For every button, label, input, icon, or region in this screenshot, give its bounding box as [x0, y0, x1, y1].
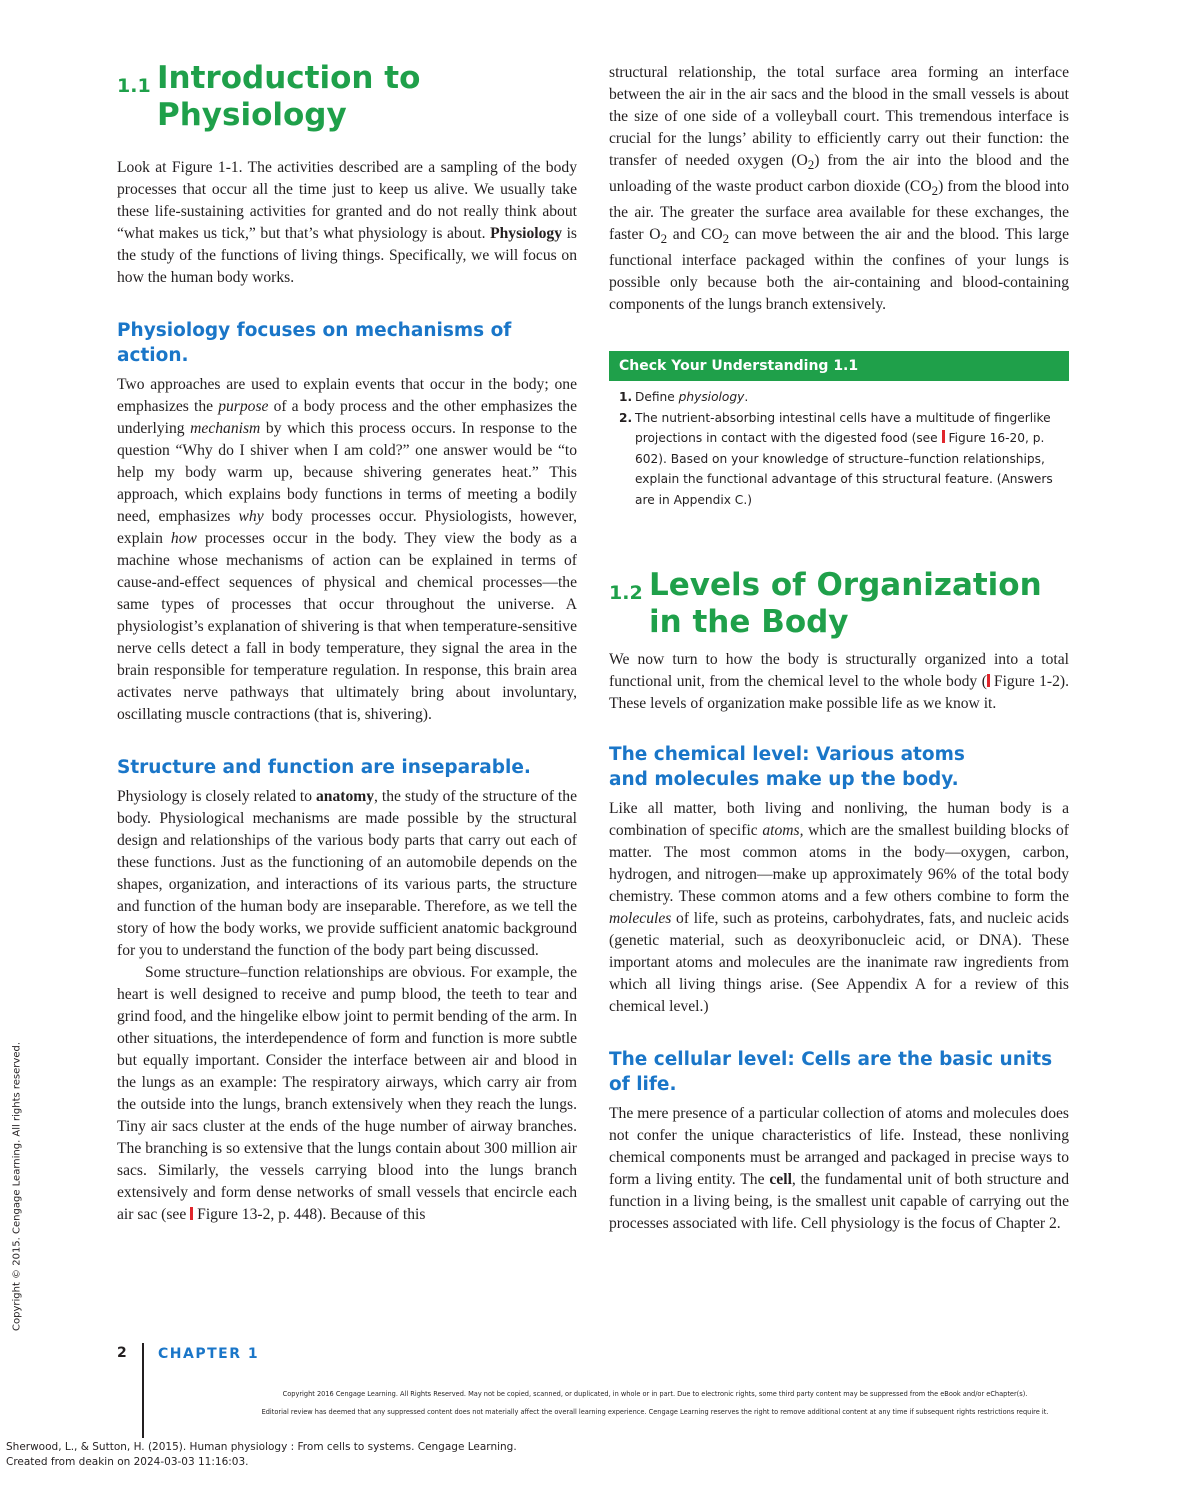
- cellular-level-paragraph: The mere presence of a particular collection of atoms and molecules does not confer the unique characteristics of life. Instead, these nonliving chemical components must be arranged and packaged in precise ways to form a living entity. The cell, the fundamental unit of both structure and function in a living being, is the smallest unit capable of carrying out the processes associated with life. Cell physiology is the focus of Chapter 2.: [609, 1105, 1069, 1233]
- subheading-chemical-level: The chemical level: Various atoms and molecules make up the body.: [609, 744, 965, 791]
- chapter-label: CHAPTER 1: [158, 1346, 260, 1362]
- mechanisms-paragraph: Two approaches are used to explain events that occur in the body; one emphasizes the purpose of a body process and the other emphasizes the underlying mechanism by which this process occurs. In response to the question “Why do I shiver when I am cold?” one answer would be “to help my body warm up, because shivering generates heat.” This approach, which explains body functions in terms of meeting a bodily need, emphasizes why body processes occur. Physiologists, however, explain how processes occur in the body. They view the body as a machine whose mechanisms of action can be explained in terms of cause-and-effect sequences of physical and chemical processes—the same types of processes that occur throughout the universe. A physiologist’s explanation of shivering is that when temperature-sensitive nerve cells detect a fall in body temperature, they signal the area in the brain responsible for temperature regulation. In response, this brain area activates nerve pathways that ultimately bring about involuntary, oscillating muscle contractions (that is, shivering).: [117, 376, 577, 723]
- levels-intro-paragraph: We now turn to how the body is structurally organized into a total functional unit, from the chemical level to the whole body ( Figure 1-2). These levels of organization make possible life as we know it.: [609, 651, 1069, 713]
- citation-line1: Sherwood, L., & Sutton, H. (2015). Human physiology : From cells to systems. Cengage Learning.: [6, 1441, 517, 1453]
- check-your-understanding-box: [609, 351, 1069, 510]
- right-column: [609, 62, 1069, 1235]
- figure-reference-1-2[interactable]: Figure 1-2: [993, 673, 1060, 691]
- section-title-line2: in the Body: [649, 604, 849, 641]
- section-heading-1-2: [609, 567, 1069, 641]
- figure-reference-16-20[interactable]: Figure 16-20, p. 602: [635, 431, 1045, 466]
- check-your-understanding-title: Check Your Understanding 1.1: [609, 351, 1069, 381]
- copyright-notice-line1: Copyright 2016 Cengage Learning. All Rights Reserved. May not be copied, scanned, or duplicated, in whole or in part. Due to electronic rights, some third party content may be suppressed from the eBook and/or eChapter(s).: [282, 1390, 1028, 1398]
- term-cell: cell: [769, 1171, 792, 1189]
- figure-marker-icon: [190, 1207, 193, 1220]
- subheading-mechanisms: Physiology focuses on mechanisms of action.: [117, 320, 512, 366]
- left-column: [117, 60, 577, 1226]
- section-title-line1: Levels of Organization: [649, 567, 1042, 604]
- side-copyright: Copyright © 2015. Cengage Learning. All rights reserved.: [11, 1042, 23, 1331]
- subheading-cellular-level: The cellular level: Cells are the basic units of life.: [609, 1049, 1053, 1096]
- figure-marker-icon: [987, 674, 990, 687]
- structure-paragraph-1: Physiology is closely related to anatomy, the study of the structure of the body. Physiological mechanisms are made possible by the structural design and relationships of the various body parts that carry out each of these functions. Just as the functioning of an automobile depends on the shapes, organization, and interactions of its various parts, the structure and function of the human body are inseparable. Therefore, as we tell the story of how the body works, we provide sufficient anatomic background for you to understand the function of the body part being discussed.: [117, 788, 577, 959]
- citation-line2: Created from deakin on 2024-03-03 11:16:03.: [6, 1456, 249, 1468]
- section-title-line2: Physiology: [157, 97, 347, 133]
- section-number: 1.2: [609, 582, 643, 605]
- subheading-structure: Structure and function are inseparable.: [117, 757, 531, 778]
- section-number: 1.1: [117, 75, 151, 97]
- question-list: [609, 387, 1069, 510]
- chemical-level-paragraph: Like all matter, both living and nonliving, the human body is a combination of specific atoms, which are the smallest building blocks of matter. The most common atoms in the body—oxygen, carbon, hydrogen, and nitrogen—make up approximately 96% of the total body chemistry. These common atoms and a few others combine to form the molecules of life, such as proteins, carbohydrates, fats, and nucleic acids (genetic material, such as deoxyribonucleic acid, or DNA). These important atoms and molecules are the inanimate raw ingredients from which all living things arise. (See Appendix A for a review of this chemical level.): [609, 800, 1069, 1016]
- footer-divider: [142, 1343, 144, 1438]
- intro-paragraph: Look at Figure 1-1. The activities described are a sampling of the body processes that occur all the time just to keep us alive. We usually take these life-sustaining activities for granted and do not really think about “what makes us tick,” but that’s what physiology is about. Physiology is the study of the functions of living things. Specifically, we will focus on how the human body works.: [117, 159, 577, 286]
- figure-reference-13-2[interactable]: Figure 13-2, p. 448: [197, 1206, 318, 1223]
- section-title-line1: Introduction to: [157, 60, 421, 96]
- term-physiology: Physiology: [490, 225, 563, 242]
- term-anatomy: anatomy: [316, 788, 375, 805]
- section-heading-1-1: [117, 60, 577, 134]
- copyright-notice-line2: Editorial review has deemed that any suppressed content does not materially affect the overall learning experience. Cengage Learning reserves the right to remove additional content at any time if subsequent rights restrictions require it.: [261, 1408, 1049, 1416]
- structure-paragraph-2: Some structure–function relationships are obvious. For example, the heart is well designed to receive and pump blood, the teeth to tear and grind food, and the hingelike elbow joint to permit bending of the arm. In other situations, the interdependence of form and function is more subtle but equally important. Consider the interface between air and blood in the lungs as an example: The respiratory airways, which carry air from the outside into the lungs, branch extensively when they reach the lungs. Tiny air sacs cluster at the ends of the huge number of airway branches. The branching is so extensive that the lungs contain about 300 million air sacs. Similarly, the vessels carrying blood into the lungs branch extensively and form dense networks of small vessels that encircle each air sac (see Figure 13-2, p. 448). Because of this: [117, 964, 577, 1223]
- lungs-continuation-paragraph: structural relationship, the total surface area forming an interface between the air in the air sacs and the blood in the small vessels is about the size of one side of a volleyball court. This tremendous interface is crucial for the lungs’ ability to efficiently carry out their function: the transfer of needed oxygen $(O_2)$ from the air into the blood and the unloading of the waste product carbon dioxide $(CO_2)$ from the blood into the air. The greater the surface area available for these exchanges, the faster $O_2$ and $CO_2$ can move between the air and the blood. This large functional interface packaged within the confines of your lungs is possible only because both the air-containing and blood-containing components of the lungs branch extensively.: [609, 64, 1069, 314]
- figure-marker-icon: [942, 430, 945, 443]
- question-1: 1. Define physiology.: [619, 390, 749, 405]
- page-number: 2: [117, 1345, 127, 1361]
- question-2: 2. The nutrient-absorbing intestinal cells have a multitude of fingerlike projections in contact with the digested food (see Figure 16-20, p. 602). Based on your knowledge of structure–function relationships, explain the functional advantage of this structural feature. (Answers are in Appendix C.): [619, 410, 1053, 507]
